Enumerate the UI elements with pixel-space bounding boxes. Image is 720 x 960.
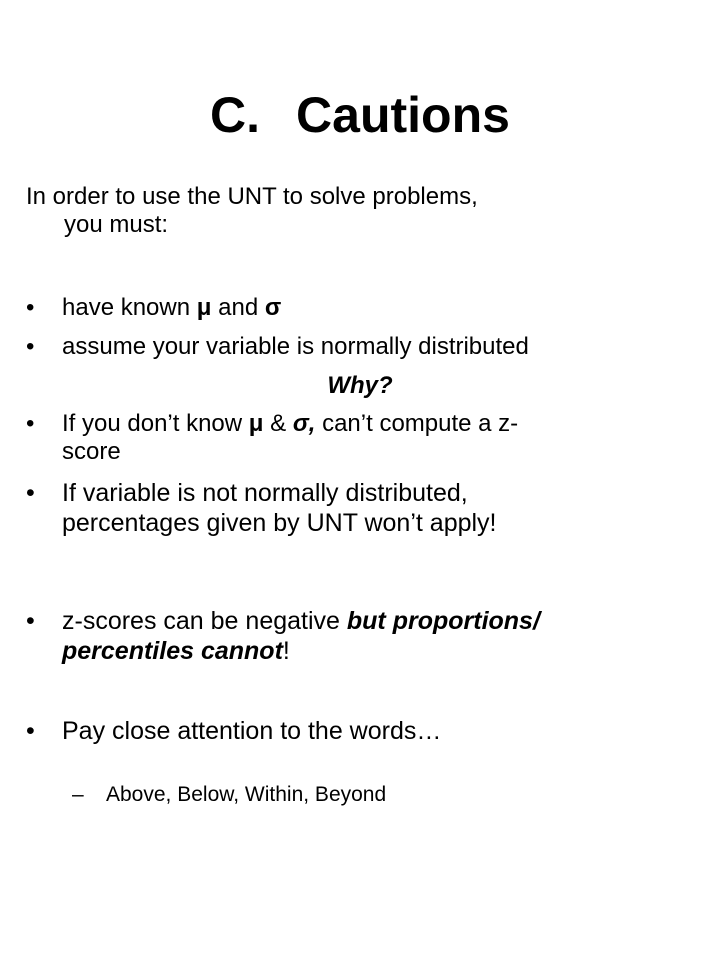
- dash-glyph: –: [72, 783, 84, 806]
- title-text: Cautions: [296, 87, 510, 143]
- bullet-dot: •: [26, 607, 35, 635]
- slide-title: [0, 87, 720, 143]
- intro-line-2: you must:: [64, 211, 169, 238]
- bullet-text: If you don’t know μ & σ, can’t compute a z- score: [62, 410, 519, 465]
- mu-symbol: μ: [248, 410, 264, 437]
- bullet-text: If variable is not normally distributed, percentages given by UNT won’t apply!: [62, 479, 497, 537]
- sigma-symbol: σ: [264, 294, 282, 321]
- bullet-attention: [26, 716, 690, 746]
- sigma-symbol: σ,: [292, 410, 316, 437]
- bullet-dont-know: [26, 410, 690, 466]
- bullet-text: assume your variable is normally distributed: [62, 333, 529, 360]
- intro-text: [26, 183, 686, 239]
- bullet-dot: •: [26, 410, 35, 437]
- bullet-dot: •: [26, 294, 35, 321]
- bullet-text: Pay close attention to the words…: [62, 717, 442, 745]
- sub-item-text: Above, Below, Within, Beyond: [106, 783, 387, 806]
- mu-symbol: μ: [196, 294, 212, 321]
- section-number: C.: [210, 87, 261, 143]
- why-question: Why?: [327, 372, 393, 399]
- bullet-assume-normal: [26, 333, 690, 361]
- bullet-zscores: [26, 606, 690, 666]
- bullet-dot: •: [26, 479, 35, 507]
- bullet-known-mu-sigma: [26, 294, 690, 322]
- intro-line-1: In order to use the UNT to solve problems,: [26, 183, 478, 210]
- bullet-text: have known μ and σ: [62, 294, 282, 321]
- bullet-dot: •: [26, 717, 35, 745]
- bullet-not-normal: [26, 478, 690, 538]
- bullet-dot: •: [26, 333, 35, 360]
- sub-item-words: [72, 782, 672, 808]
- bullet-text: z-scores can be negative but proportions/ percentiles cannot!: [62, 607, 540, 665]
